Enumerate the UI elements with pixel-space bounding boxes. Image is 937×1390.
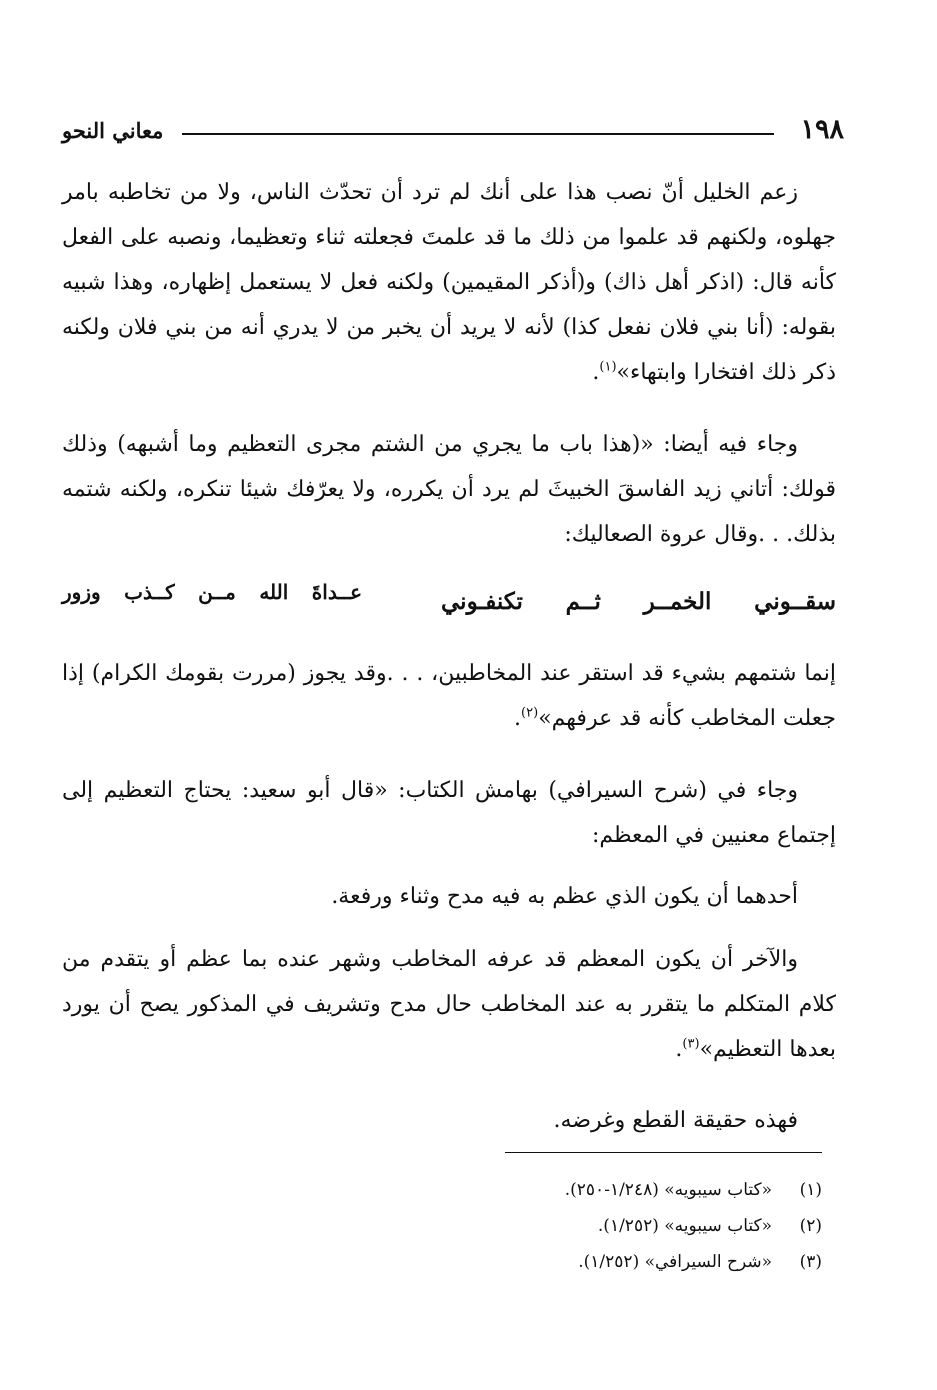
footnote-number: (٢) — [799, 1216, 822, 1236]
paragraph-text: زعم الخليل أنّ نصب هذا على أنك لم ترد أن تحدّث الناس، ولا من تخاطبه بامر جهلوه، ولكنهم قد علموا من ذلك ما قد علمتَ فجعلته ثناء وتعظيما، ونصبه على الفعل كأنه قال: (اذكر أهل ذاك) و(أذكر المقيمين) ولكنه فعل لا يستعمل إظهاره، وهذا شبيه بقوله: (أنا بني فلان نفعل كذا) لأنه لا يريد أن يخبر من لا يدري أنه من بني فلان ولكنه ذكر ذلك افتخارا وابتهاء» — [62, 180, 836, 385]
paragraph-khalil-quote — [62, 170, 836, 395]
verse-second-hemistich: عــداةَ الله مــن كــذب وزور — [62, 580, 362, 604]
footnote-number: (٣) — [799, 1252, 822, 1272]
page-number: ١٩٨ — [800, 114, 844, 145]
poem-verse — [62, 580, 836, 628]
paragraph-text: وجاء فيه أيضا: «(هذا باب ما يجري من الشتم مجرى التعظيم وما أشبهه) وذلك قولك: أتاني زيد الفاسقَ الخبيثَ لم يرد أن يكرره، ولا يعرّفك شيئا تنكره، ولكنه شتمه بذلك. . .وقال عروة الصعاليك: — [62, 432, 836, 547]
paragraph-first-condition — [62, 874, 836, 919]
footnote-text: «شرح السيرافي» (١/٢٥٢). — [578, 1252, 772, 1272]
paragraph-text: إنما شتمهم بشيء قد استقر عند المخاطبين، . . .وقد يجوز (مررت بقومك الكرام) إذا جعلت المخاطب كأنه قد عرفهم» — [62, 661, 836, 731]
footnote-1 — [565, 1175, 822, 1205]
paragraph-text: فهذه حقيقة القطع وغرضه. — [553, 1108, 798, 1133]
paragraph-text: وجاء في (شرح السيرافي) بهامش الكتاب: «قال أبو سعيد: يحتاج التعظيم إلى إجتماع معنيين في المعظم: — [62, 778, 836, 848]
footnote-text: «كتاب سيبويه» (١/٢٥٢). — [597, 1216, 772, 1236]
verse-first-hemistich: سقــوني الخمــر ثــم تكنفـوني — [441, 588, 836, 615]
paragraph-text: أحدهما أن يكون الذي عظم به فيه مدح وثناء ورفعة. — [331, 884, 798, 909]
footnote-3 — [578, 1247, 822, 1277]
paragraph-shatm-explanation — [62, 651, 836, 741]
footnote-ref-1: (١) — [599, 359, 617, 375]
footnote-2 — [598, 1211, 822, 1241]
paragraph-end: . — [592, 360, 600, 385]
paragraph-end: . — [675, 1037, 683, 1062]
paragraph-conclusion — [62, 1098, 836, 1143]
footnote-text: «كتاب سيبويه» (١/٢٤٨-٢٥٠). — [564, 1180, 772, 1200]
footnote-number: (١) — [799, 1180, 822, 1200]
paragraph-second-condition — [62, 937, 836, 1072]
header-rule — [182, 133, 774, 135]
paragraph-text: والآخر أن يكون المعظم قد عرفه المخاطب وشهر عنده بما عظم أو يتقدم من كلام المتكلم ما يتقرر به عند المخاطب حال مدح وتشريف في المذكور يصح أن يورد بعدها التعظيم» — [62, 947, 836, 1062]
footnote-ref-3: (٣) — [682, 1036, 700, 1052]
footnote-separator — [505, 1152, 822, 1153]
book-title: معاني النحو — [62, 118, 164, 143]
paragraph-end: . — [514, 706, 522, 731]
footnote-ref-2: (٢) — [521, 705, 539, 721]
paragraph-shatm-chapter — [62, 422, 836, 557]
paragraph-sirafi-quote — [62, 768, 836, 858]
page-header — [62, 112, 844, 152]
